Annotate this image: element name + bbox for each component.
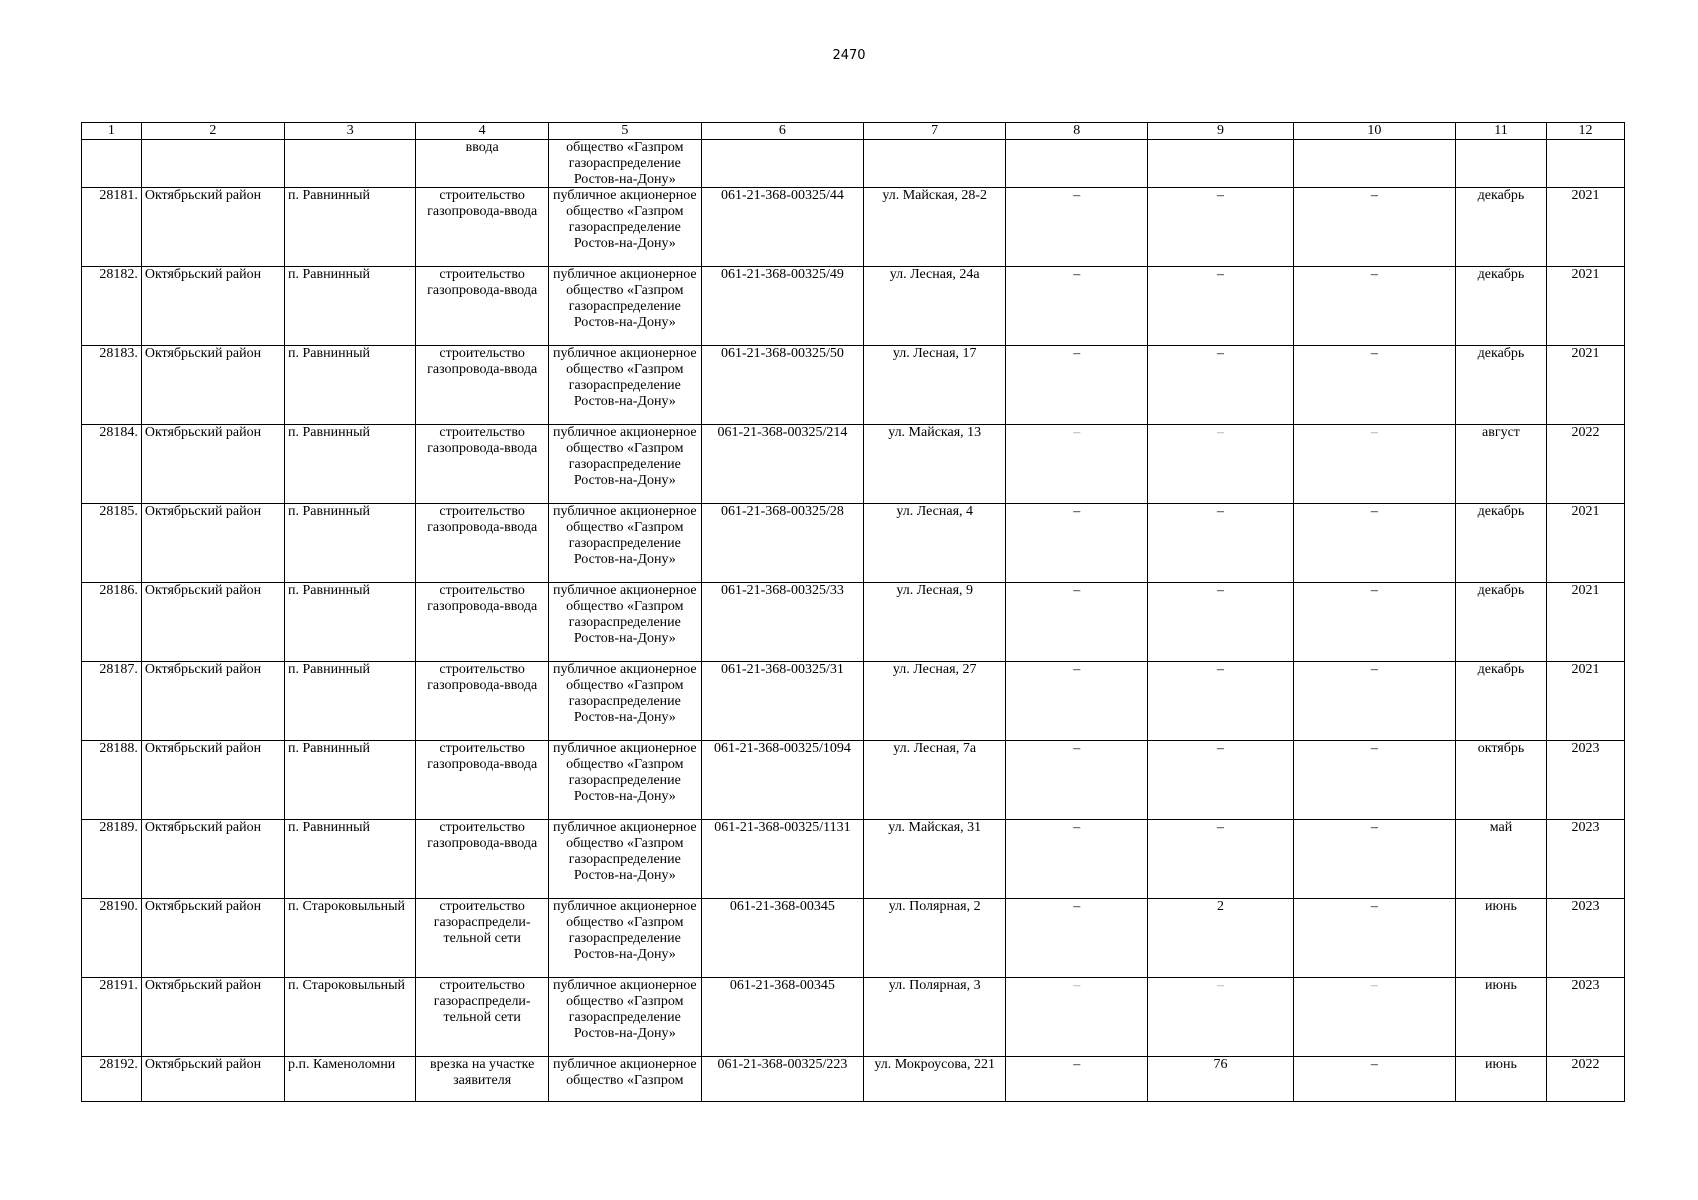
column-10-cell: – (1293, 583, 1455, 662)
table-row (82, 188, 1625, 267)
column-10-cell: – (1293, 425, 1455, 504)
work-type-cell: строительство газопровода-ввода (416, 504, 549, 583)
work-type-cell: строительство газопровода-ввода (416, 662, 549, 741)
address-cell: ул. Мокроусова, 221 (864, 1057, 1006, 1102)
column-header: 1 (82, 123, 142, 140)
column-10-cell: – (1293, 978, 1455, 1057)
column-header: 12 (1546, 123, 1624, 140)
column-header: 11 (1456, 123, 1547, 140)
column-8-cell: – (1006, 504, 1148, 583)
year-cell: 2021 (1546, 583, 1624, 662)
table-row (82, 1057, 1625, 1102)
settlement-cell: р.п. Каменоломни (285, 1057, 416, 1102)
table-cell (285, 140, 416, 188)
year-cell: 2023 (1546, 978, 1624, 1057)
column-9-cell: – (1148, 425, 1293, 504)
column-8-cell: – (1006, 425, 1148, 504)
organization-cell: публичное акционерное общество «Газпром газораспределение Ростов-на-Дону» (548, 583, 701, 662)
year-cell: 2022 (1546, 425, 1624, 504)
address-cell: ул. Лесная, 27 (864, 662, 1006, 741)
work-type-cell: строительство газопровода-ввода (416, 820, 549, 899)
column-8-cell: – (1006, 741, 1148, 820)
work-type-cell: строительство газопровода-ввода (416, 267, 549, 346)
column-10-cell: – (1293, 741, 1455, 820)
permit-code-cell: 061-21-368-00325/214 (701, 425, 863, 504)
column-10-cell: – (1293, 662, 1455, 741)
column-9-cell: – (1148, 267, 1293, 346)
settlement-cell: п. Равнинный (285, 583, 416, 662)
row-number-cell: 28192. (82, 1057, 142, 1102)
year-cell: 2023 (1546, 820, 1624, 899)
row-number-cell: 28191. (82, 978, 142, 1057)
column-9-cell: – (1148, 346, 1293, 425)
column-10-cell: – (1293, 504, 1455, 583)
district-cell: Октябрьский район (141, 899, 284, 978)
table-row (82, 820, 1625, 899)
address-cell: ул. Лесная, 4 (864, 504, 1006, 583)
month-cell: август (1456, 425, 1547, 504)
table-row (82, 504, 1625, 583)
settlement-cell: п. Равнинный (285, 662, 416, 741)
organization-cell: публичное акционерное общество «Газпром газораспределение Ростов-на-Дону» (548, 504, 701, 583)
table-cell (82, 140, 142, 188)
work-type-cell: врезка на участке заявителя (416, 1057, 549, 1102)
work-type-cell: строительство газораспредели-тельной сети (416, 899, 549, 978)
column-10-cell: – (1293, 267, 1455, 346)
month-cell: июнь (1456, 899, 1547, 978)
address-cell: ул. Лесная, 7а (864, 741, 1006, 820)
permit-code-cell: 061-21-368-00345 (701, 899, 863, 978)
district-cell: Октябрьский район (141, 188, 284, 267)
work-type-cell: строительство газопровода-ввода (416, 425, 549, 504)
row-number-cell: 28183. (82, 346, 142, 425)
gasification-register-table (81, 122, 1625, 1102)
column-8-cell: – (1006, 267, 1148, 346)
column-8-cell: – (1006, 899, 1148, 978)
address-cell: ул. Майская, 13 (864, 425, 1006, 504)
table-cell (1456, 140, 1547, 188)
row-number-cell: 28184. (82, 425, 142, 504)
settlement-cell: п. Равнинный (285, 741, 416, 820)
address-cell: ул. Лесная, 24а (864, 267, 1006, 346)
table-row (82, 346, 1625, 425)
month-cell: декабрь (1456, 583, 1547, 662)
district-cell: Октябрьский район (141, 978, 284, 1057)
organization-cell: публичное акционерное общество «Газпром газораспределение Ростов-на-Дону» (548, 741, 701, 820)
column-header: 5 (548, 123, 701, 140)
month-cell: декабрь (1456, 188, 1547, 267)
column-10-cell: – (1293, 899, 1455, 978)
organization-cell: общество «Газпром газораспределение Ростов-на-Дону» (548, 140, 701, 188)
permit-code-cell: 061-21-368-00325/49 (701, 267, 863, 346)
table-cell (1148, 140, 1293, 188)
settlement-cell: п. Равнинный (285, 820, 416, 899)
column-10-cell: – (1293, 1057, 1455, 1102)
column-10-cell: – (1293, 346, 1455, 425)
permit-code-cell: 061-21-368-00325/50 (701, 346, 863, 425)
page-number: 2470 (832, 48, 866, 63)
year-cell: 2021 (1546, 346, 1624, 425)
organization-cell: публичное акционерное общество «Газпром газораспределение Ростов-на-Дону» (548, 188, 701, 267)
column-10-cell: – (1293, 188, 1455, 267)
column-8-cell: – (1006, 1057, 1148, 1102)
organization-cell: публичное акционерное общество «Газпром газораспределение Ростов-на-Дону» (548, 978, 701, 1057)
year-cell: 2023 (1546, 899, 1624, 978)
work-type-cell: строительство газораспредели-тельной сети (416, 978, 549, 1057)
column-9-cell: – (1148, 662, 1293, 741)
address-cell: ул. Полярная, 3 (864, 978, 1006, 1057)
column-8-cell: – (1006, 346, 1148, 425)
address-cell: ул. Лесная, 9 (864, 583, 1006, 662)
settlement-cell: п. Равнинный (285, 188, 416, 267)
column-header: 2 (141, 123, 284, 140)
table-cell (141, 140, 284, 188)
permit-code-cell: 061-21-368-00325/44 (701, 188, 863, 267)
column-9-cell: – (1148, 820, 1293, 899)
table-row (82, 741, 1625, 820)
row-number-cell: 28187. (82, 662, 142, 741)
month-cell: май (1456, 820, 1547, 899)
column-header: 8 (1006, 123, 1148, 140)
column-number-row (82, 123, 1625, 140)
column-header: 9 (1148, 123, 1293, 140)
permit-code-cell: 061-21-368-00325/1094 (701, 741, 863, 820)
column-9-cell: – (1148, 188, 1293, 267)
table-row (82, 267, 1625, 346)
row-number-cell: 28189. (82, 820, 142, 899)
continuation-row (82, 140, 1625, 188)
column-header: 6 (701, 123, 863, 140)
row-number-cell: 28181. (82, 188, 142, 267)
month-cell: декабрь (1456, 504, 1547, 583)
month-cell: декабрь (1456, 346, 1547, 425)
column-10-cell: – (1293, 820, 1455, 899)
organization-cell: публичное акционерное общество «Газпром газораспределение Ростов-на-Дону» (548, 425, 701, 504)
row-number-cell: 28190. (82, 899, 142, 978)
address-cell: ул. Майская, 31 (864, 820, 1006, 899)
year-cell: 2023 (1546, 741, 1624, 820)
column-9-cell: – (1148, 583, 1293, 662)
column-8-cell: – (1006, 820, 1148, 899)
month-cell: декабрь (1456, 662, 1547, 741)
column-9-cell: 2 (1148, 899, 1293, 978)
district-cell: Октябрьский район (141, 741, 284, 820)
organization-cell: публичное акционерное общество «Газпром газораспределение Ростов-на-Дону» (548, 662, 701, 741)
column-9-cell: 76 (1148, 1057, 1293, 1102)
table-row (82, 583, 1625, 662)
year-cell: 2022 (1546, 1057, 1624, 1102)
work-type-cell: строительство газопровода-ввода (416, 583, 549, 662)
work-type-cell: строительство газопровода-ввода (416, 741, 549, 820)
permit-code-cell: 061-21-368-00345 (701, 978, 863, 1057)
organization-cell: публичное акционерное общество «Газпром газораспределение Ростов-на-Дону» (548, 820, 701, 899)
address-cell: ул. Полярная, 2 (864, 899, 1006, 978)
table-row (82, 662, 1625, 741)
work-type-cell: строительство газопровода-ввода (416, 346, 549, 425)
permit-code-cell: 061-21-368-00325/1131 (701, 820, 863, 899)
district-cell: Октябрьский район (141, 820, 284, 899)
month-cell: июнь (1456, 978, 1547, 1057)
table-body (82, 140, 1625, 1102)
table-cell (864, 140, 1006, 188)
year-cell: 2021 (1546, 662, 1624, 741)
month-cell: декабрь (1456, 267, 1547, 346)
table-row (82, 425, 1625, 504)
column-8-cell: – (1006, 188, 1148, 267)
column-8-cell: – (1006, 978, 1148, 1057)
year-cell: 2021 (1546, 504, 1624, 583)
district-cell: Октябрьский район (141, 662, 284, 741)
month-cell: октябрь (1456, 741, 1547, 820)
work-type-cell: строительство газопровода-ввода (416, 188, 549, 267)
work-type-cell: ввода (416, 140, 549, 188)
table-row (82, 978, 1625, 1057)
settlement-cell: п. Равнинный (285, 267, 416, 346)
district-cell: Октябрьский район (141, 267, 284, 346)
organization-cell: публичное акционерное общество «Газпром (548, 1057, 701, 1102)
column-header: 7 (864, 123, 1006, 140)
column-8-cell: – (1006, 662, 1148, 741)
organization-cell: публичное акционерное общество «Газпром газораспределение Ростов-на-Дону» (548, 267, 701, 346)
address-cell: ул. Лесная, 17 (864, 346, 1006, 425)
row-number-cell: 28182. (82, 267, 142, 346)
table-cell (1546, 140, 1624, 188)
year-cell: 2021 (1546, 188, 1624, 267)
settlement-cell: п. Староковыльный (285, 899, 416, 978)
district-cell: Октябрьский район (141, 504, 284, 583)
column-9-cell: – (1148, 978, 1293, 1057)
permit-code-cell: 061-21-368-00325/31 (701, 662, 863, 741)
row-number-cell: 28185. (82, 504, 142, 583)
table-cell (1006, 140, 1148, 188)
column-9-cell: – (1148, 741, 1293, 820)
permit-code-cell: 061-21-368-00325/223 (701, 1057, 863, 1102)
month-cell: июнь (1456, 1057, 1547, 1102)
district-cell: Октябрьский район (141, 583, 284, 662)
district-cell: Октябрьский район (141, 1057, 284, 1102)
column-header: 3 (285, 123, 416, 140)
settlement-cell: п. Равнинный (285, 425, 416, 504)
column-header: 10 (1293, 123, 1455, 140)
table-cell (701, 140, 863, 188)
column-8-cell: – (1006, 583, 1148, 662)
table-row (82, 899, 1625, 978)
organization-cell: публичное акционерное общество «Газпром газораспределение Ростов-на-Дону» (548, 899, 701, 978)
permit-code-cell: 061-21-368-00325/28 (701, 504, 863, 583)
column-9-cell: – (1148, 504, 1293, 583)
district-cell: Октябрьский район (141, 346, 284, 425)
district-cell: Октябрьский район (141, 425, 284, 504)
settlement-cell: п. Староковыльный (285, 978, 416, 1057)
settlement-cell: п. Равнинный (285, 504, 416, 583)
row-number-cell: 28186. (82, 583, 142, 662)
organization-cell: публичное акционерное общество «Газпром газораспределение Ростов-на-Дону» (548, 346, 701, 425)
year-cell: 2021 (1546, 267, 1624, 346)
permit-code-cell: 061-21-368-00325/33 (701, 583, 863, 662)
row-number-cell: 28188. (82, 741, 142, 820)
settlement-cell: п. Равнинный (285, 346, 416, 425)
column-header: 4 (416, 123, 549, 140)
table-cell (1293, 140, 1455, 188)
address-cell: ул. Майская, 28-2 (864, 188, 1006, 267)
